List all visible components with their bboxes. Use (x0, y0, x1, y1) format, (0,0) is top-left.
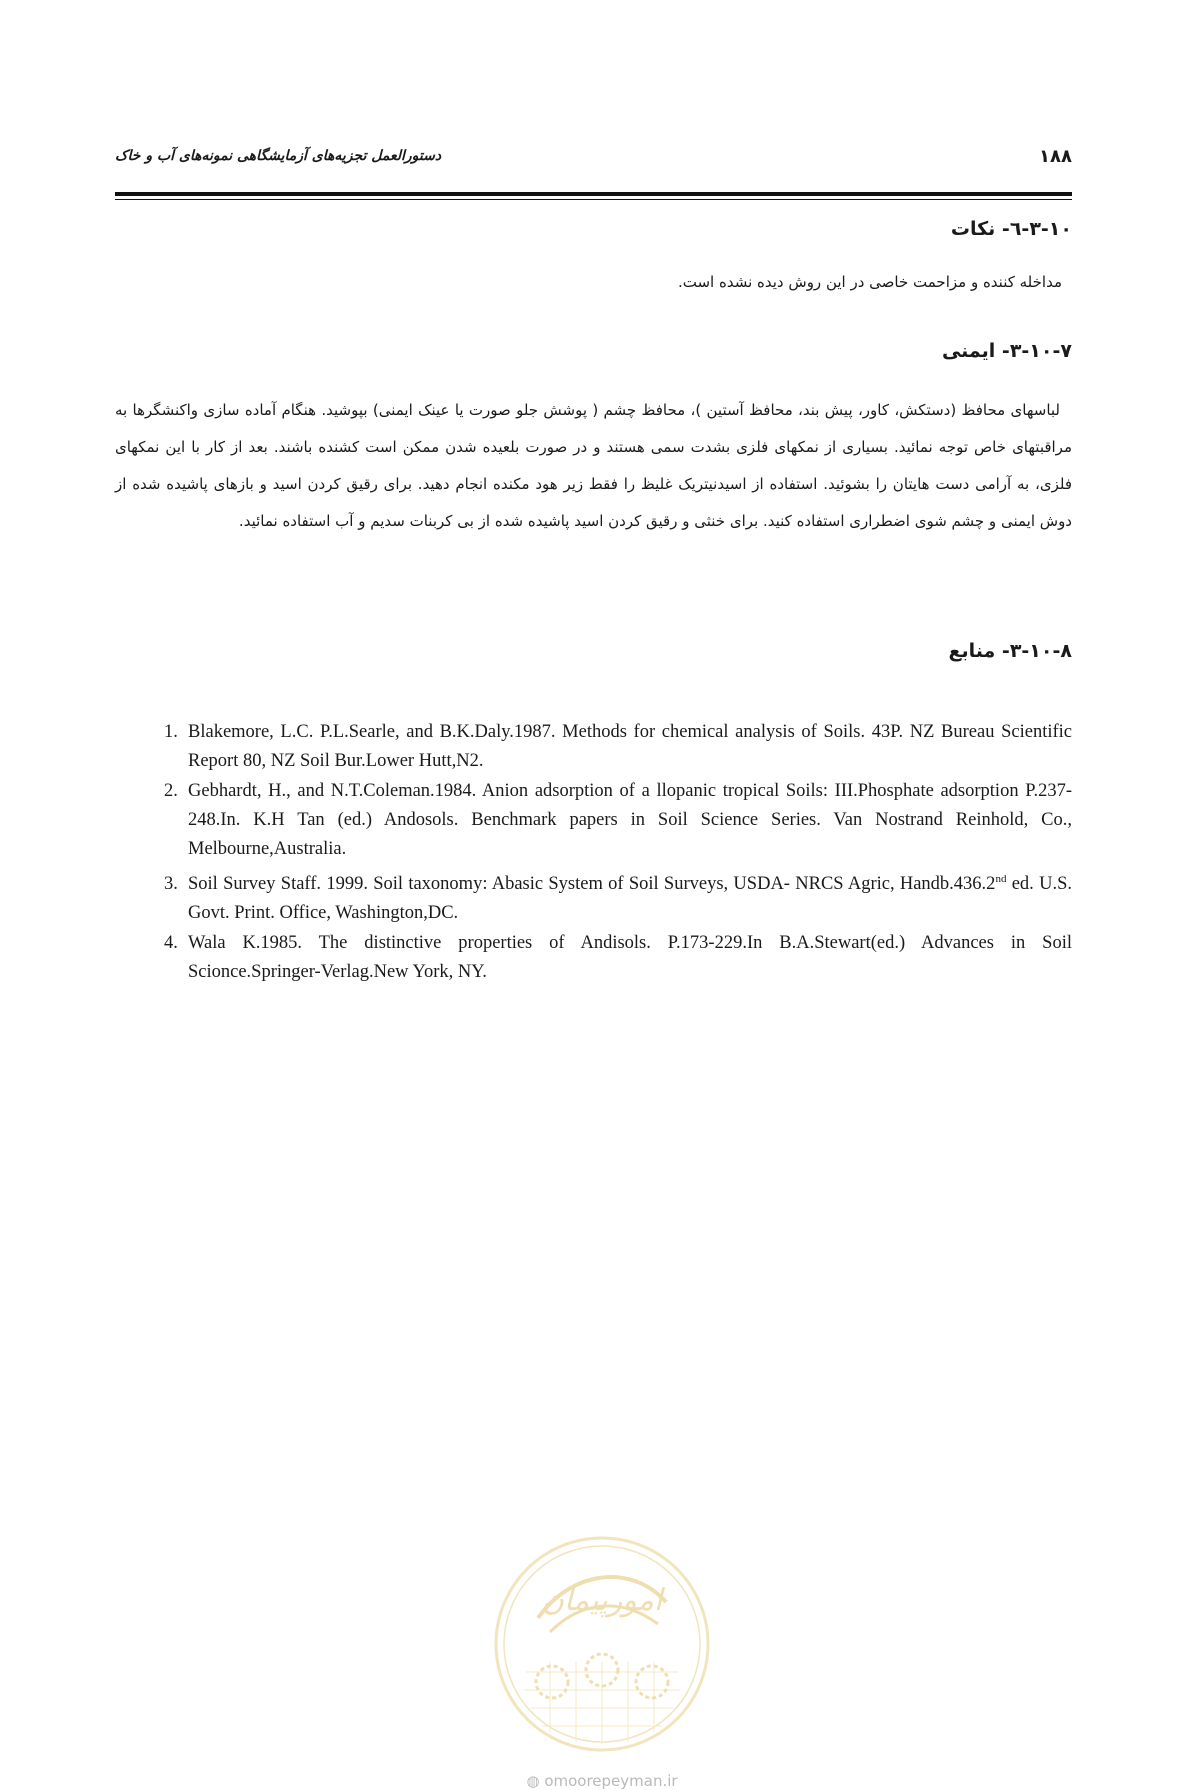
safety-paragraph: لباسهای محافظ (دستکش، کاور، پیش بند، محافظ آستین )، محافظ چشم ( پوشش جلو صورت یا عینک ایمنی) بپوشید. هنگام آماده سازی واکنشگرها به مراقبتهای خاص توجه نمائید. بسیاری از نمکهای فلزی بشدت سمی هستند و در صورت بلعیده شدن ممکن است کشنده باشند. بعد از کار با این نمکهای فلزی، به آرامی دست هایتان را بشوئید. استفاده از اسیدنیتریک غلیظ را فقط زیر هود مکنده انجام دهید. برای رقیق کردن اسید و بازهای پاشیده شده از دوش ایمنی و چشم شوی اضطراری استفاده کنید. برای خنثی و رقیق کردن اسید پاشیده شده از بی کربنات سدیم و آب استفاده نمائید. (115, 401, 1072, 530)
reference-number: 2. (164, 781, 178, 801)
reference-text: Blakemore, L.C. P.L.Searle, and B.K.Daly.1987. Methods for chemical analysis of Soils. 43P. NZ Bureau Scientific Report 80, NZ Soil Bur.Lower Hutt,N2. (188, 722, 1072, 771)
reference-text-part1: Soil Survey Staff. 1999. Soil taxonomy: Abasic System of Soil Surveys, USDA- NRCS Agric, Handb.436.2 (188, 874, 996, 895)
watermark-logo (490, 1532, 714, 1756)
watermark-logo-text: امورپیمان (541, 1583, 663, 1618)
reference-text: Gebhardt, H., and N.T.Coleman.1984. Anion adsorption of a llopanic tropical Soils: III.Phosphate adsorption P.237-248.In. K.H Tan (ed.) Andosols. Benchmark papers in Soil Science Series. Van Nostrand Reinhold, Co., Melbourne,Australia. (188, 781, 1072, 859)
reference-number: 4. (164, 933, 178, 954)
safety-heading: ۳-۱۰-۷- ایمنی (941, 340, 1072, 362)
reference-item (140, 865, 1072, 928)
reference-text-part2: ed. U.S. Govt. Print. Office, Washington,DC. (188, 874, 1072, 924)
reference-item (140, 718, 1072, 776)
reference-number: 1. (164, 722, 178, 742)
notes-text: مداخله کننده و مزاحمت خاصی در این روش دیده نشده است. (677, 273, 1062, 291)
watermark-url-text: omoorepeyman.ir (544, 1772, 678, 1790)
reference-item (140, 929, 1072, 987)
book-title: دستورالعمل تجزیه‌های آزمایشگاهی نمونه‌های آب و خاک (115, 148, 442, 164)
page-number: ۱۸۸ (1039, 146, 1072, 167)
reference-number: 3. (164, 874, 178, 895)
reference-superscript: nd (995, 873, 1007, 885)
reference-item (140, 777, 1072, 864)
references-list (140, 718, 1072, 988)
safety-text (115, 392, 1072, 540)
header-rule-thin (115, 199, 1072, 200)
header-rule-thick (115, 192, 1072, 196)
page-header (115, 142, 1072, 172)
globe-icon: ◍ (526, 1772, 540, 1790)
references-heading: ۳-۱۰-۸- منابع (948, 640, 1072, 662)
watermark-url (490, 1772, 714, 1790)
notes-heading: ۳-۱۰-٦- نکات (950, 218, 1072, 240)
reference-text: Wala K.1985. The distinctive properties of Andisols. P.173-229.In B.A.Stewart(ed.) Advances in Soil Scionce.Springer-Verlag.New York, NY. (188, 933, 1072, 983)
